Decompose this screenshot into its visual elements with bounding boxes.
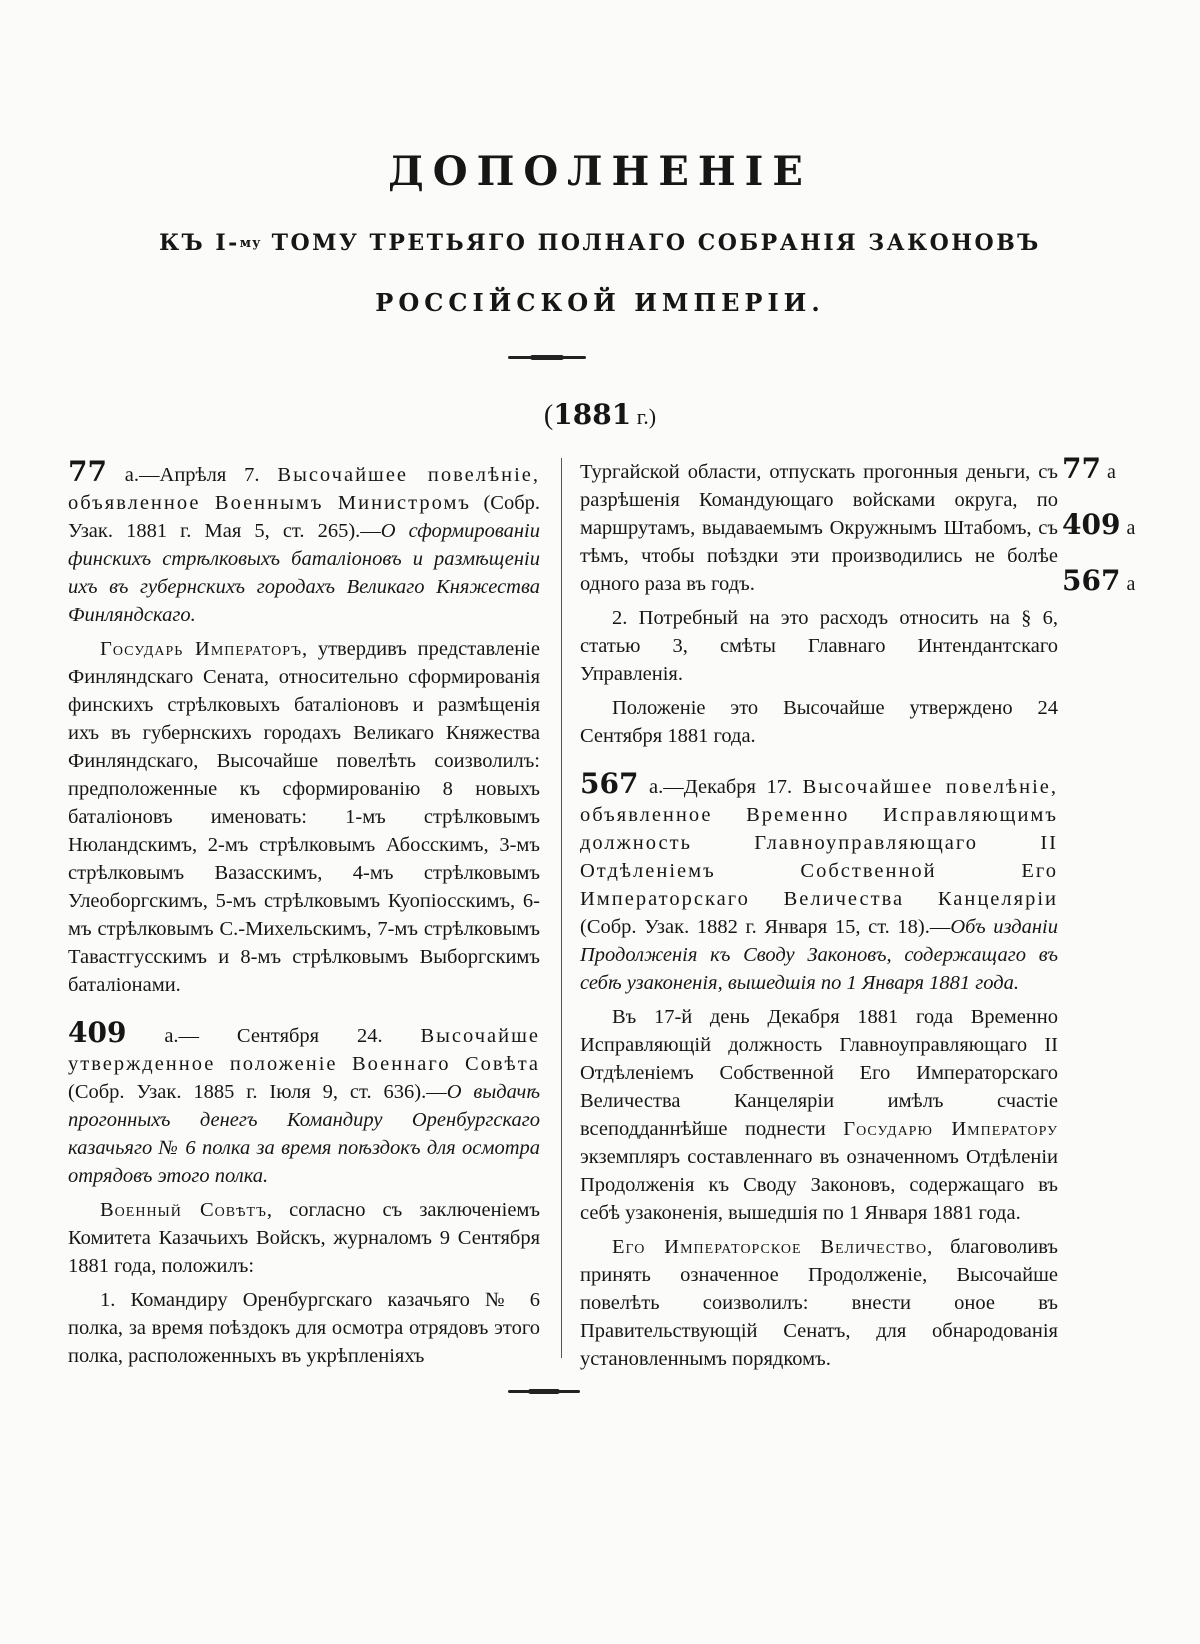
margin-ref-number: 567: [1062, 564, 1121, 597]
margin-ref-number: 409: [1062, 508, 1121, 541]
entry-date: а.—Декабря 17.: [638, 776, 803, 798]
entry-409-continuation: Тургайской области, отпускать прогонныя деньги, съ разрѣшенія Командующаго войсками округа, по маршрутамъ, выдаваемымъ Окружнымъ Штабомъ, съ тѣмъ, чтобы поѣздки эти производились не болѣе одного раза въ годъ.: [580, 461, 1058, 595]
entry-567-body-2: [580, 1233, 1058, 1373]
entry-source: (Собр. Узак. 1881 г. Мая 5, ст. 265).—: [68, 492, 540, 542]
margin-ref-409: [1062, 508, 1135, 541]
body-text: , утвердивъ представленіе Финляндскаго Сената, относительно сформированія финскихъ стрѣлковыхъ баталіоновъ и размѣщенія ихъ въ губернскихъ городахъ Великаго Княжества Финляндскаго, Высочайше повелѣть соизволилъ: предположенные къ сформированію 8 новыхъ баталіоновъ именовать: 1-мъ стрѣлковымъ Нюландскимъ, 2-мъ стрѣлковымъ Абосскимъ, 3-мъ стрѣлковымъ Вазасскимъ, 4-мъ стрѣлковымъ Улеоборгскимъ, 5-мъ стрѣлковымъ Куопіосскимъ, 6-мъ стрѣлковымъ С.-Михельскимъ, 7-мъ стрѣлковымъ Тавастгусскимъ и 8-мъ стрѣлковымъ Выборгскимъ баталіонами.: [68, 638, 540, 996]
entry-409-body: [68, 1196, 540, 1280]
entry-subject: Объ изданіи Продолженія къ Своду Законовъ, содержащаго въ себѣ узаконенія, вышедшія по 1 Января 1881 года.: [580, 916, 1058, 994]
year-number: 1881: [553, 398, 632, 431]
subtitle-text: ТОМУ ТРЕТЬЯГО ПОЛНАГО СОБРАНІЯ ЗАКОНОВЪ: [261, 230, 1041, 256]
entry-409-heading: [68, 1016, 541, 1190]
margin-ref-suffix: а: [1106, 461, 1116, 483]
page-subtitle-second-line: РОССІЙСКОЙ ИМПЕРІИ.: [375, 288, 825, 317]
year-suffix: г.): [631, 404, 657, 429]
entry-subject: О выдачѣ прогонныхъ денегъ Командиру Оренбургскаго казачьяго № 6 полка за время поѣздокъ для осмотра отрядовъ этого полка.: [68, 1081, 541, 1187]
page-title: ДОПОЛНЕНІЕ: [388, 148, 812, 195]
margin-ref-77: [1062, 452, 1116, 485]
body-text: , согласно съ заключеніемъ Комитета Казачьихъ Войскъ, журналомъ 9 Сентября 1881 года, положилъ:: [68, 1199, 540, 1277]
entry-act-type: Высочайшее повелѣніе, объявленное Временно Исправляющимъ должность Главноуправляющаго II Отдѣленіемъ Собственной Его Императорскаго Величества Канцеляріи: [580, 776, 1058, 910]
column-divider: [561, 458, 562, 1358]
emphasis-sovereign: Государь Императоръ: [100, 638, 302, 660]
margin-ref-number: 77: [1062, 452, 1101, 485]
emphasis-majesty: Его Императорское Величество: [612, 1236, 928, 1258]
right-column: [580, 458, 1058, 1379]
entry-source: (Собр. Узак. 1885 г. Іюля 9, ст. 636).—: [68, 1081, 447, 1103]
entry-567-body-1: [580, 1003, 1058, 1227]
entry-act-type: Высочайше утвержденное положеніе Военнаго Совѣта: [68, 1025, 540, 1075]
entry-number: 77: [68, 455, 107, 488]
year-heading: [0, 398, 1200, 432]
entry-number: 409: [68, 1016, 127, 1049]
year-open-paren: (: [543, 400, 554, 431]
entry-409-approval: Положеніе это Высочайше утверждено 24 Сентября 1881 года.: [580, 697, 1058, 747]
body-text: , благоволивъ принять означенное Продолженіе, Высочайше повелѣть соизволилъ: внести оное въ Правительствующій Сенатъ, для обнародованія установленнымъ порядкомъ.: [580, 1236, 1058, 1370]
ornamental-rule-top: [508, 356, 586, 359]
emphasis-council: Военный Совѣтъ: [100, 1199, 267, 1221]
margin-ref-567: [1062, 564, 1135, 597]
ornamental-rule-bottom: [508, 1390, 580, 1393]
entry-source: (Собр. Узак. 1882 г. Января 15, ст. 18).—: [580, 916, 951, 938]
entry-77-heading: [68, 455, 540, 629]
left-column: [68, 455, 541, 1376]
entry-date: а.— Сентября 24.: [126, 1025, 421, 1047]
entry-567-heading: [580, 767, 1058, 997]
entry-409-item-2: 2. Потребный на это расходъ относить на § 6, статью 3, смѣты Главнаго Интендантскаго Управленія.: [580, 607, 1058, 685]
body-text: Въ 17-й день Декабря 1881 года Временно Исправляющій должность Главноуправляющаго II Отдѣленіемъ Собственной Его Императорскаго Величества Канцеляріи имѣлъ счастіе всеподданнѣйше поднести: [580, 1006, 1058, 1140]
entry-act-type: Высочайшее повелѣніе, объявленное Военнымъ Министромъ: [68, 464, 540, 514]
entry-date: а.—Апрѣля 7.: [106, 464, 278, 486]
entry-number: 567: [580, 767, 639, 800]
subtitle-superscript: му: [239, 236, 262, 251]
entry-409-item-1: 1. Командиру Оренбургскаго казачьяго № 6 полка, за время поѣздокъ для осмотра отрядовъ этого полка, расположенныхъ въ укрѣпленіяхъ: [68, 1289, 540, 1367]
subtitle-prefix: КЪ I-: [159, 230, 240, 256]
emphasis-sovereign: Государю Императору: [843, 1118, 1058, 1140]
margin-ref-suffix: а: [1126, 573, 1136, 595]
entry-77-body: [68, 635, 540, 999]
margin-ref-suffix: а: [1126, 517, 1136, 539]
body-text: экземпляръ составленнаго въ означенномъ Отдѣленіи Продолженія къ Своду Законовъ, содержащаго въ себѣ узаконенія, вышедшія по 1 Января 1881 года.: [580, 1146, 1058, 1224]
entry-subject: О сформированіи финскихъ стрѣлковыхъ баталіоновъ и размѣщеніи ихъ въ губернскихъ городахъ Великаго Княжества Финляндскаго.: [68, 520, 540, 626]
page-subtitle: [0, 230, 1200, 256]
